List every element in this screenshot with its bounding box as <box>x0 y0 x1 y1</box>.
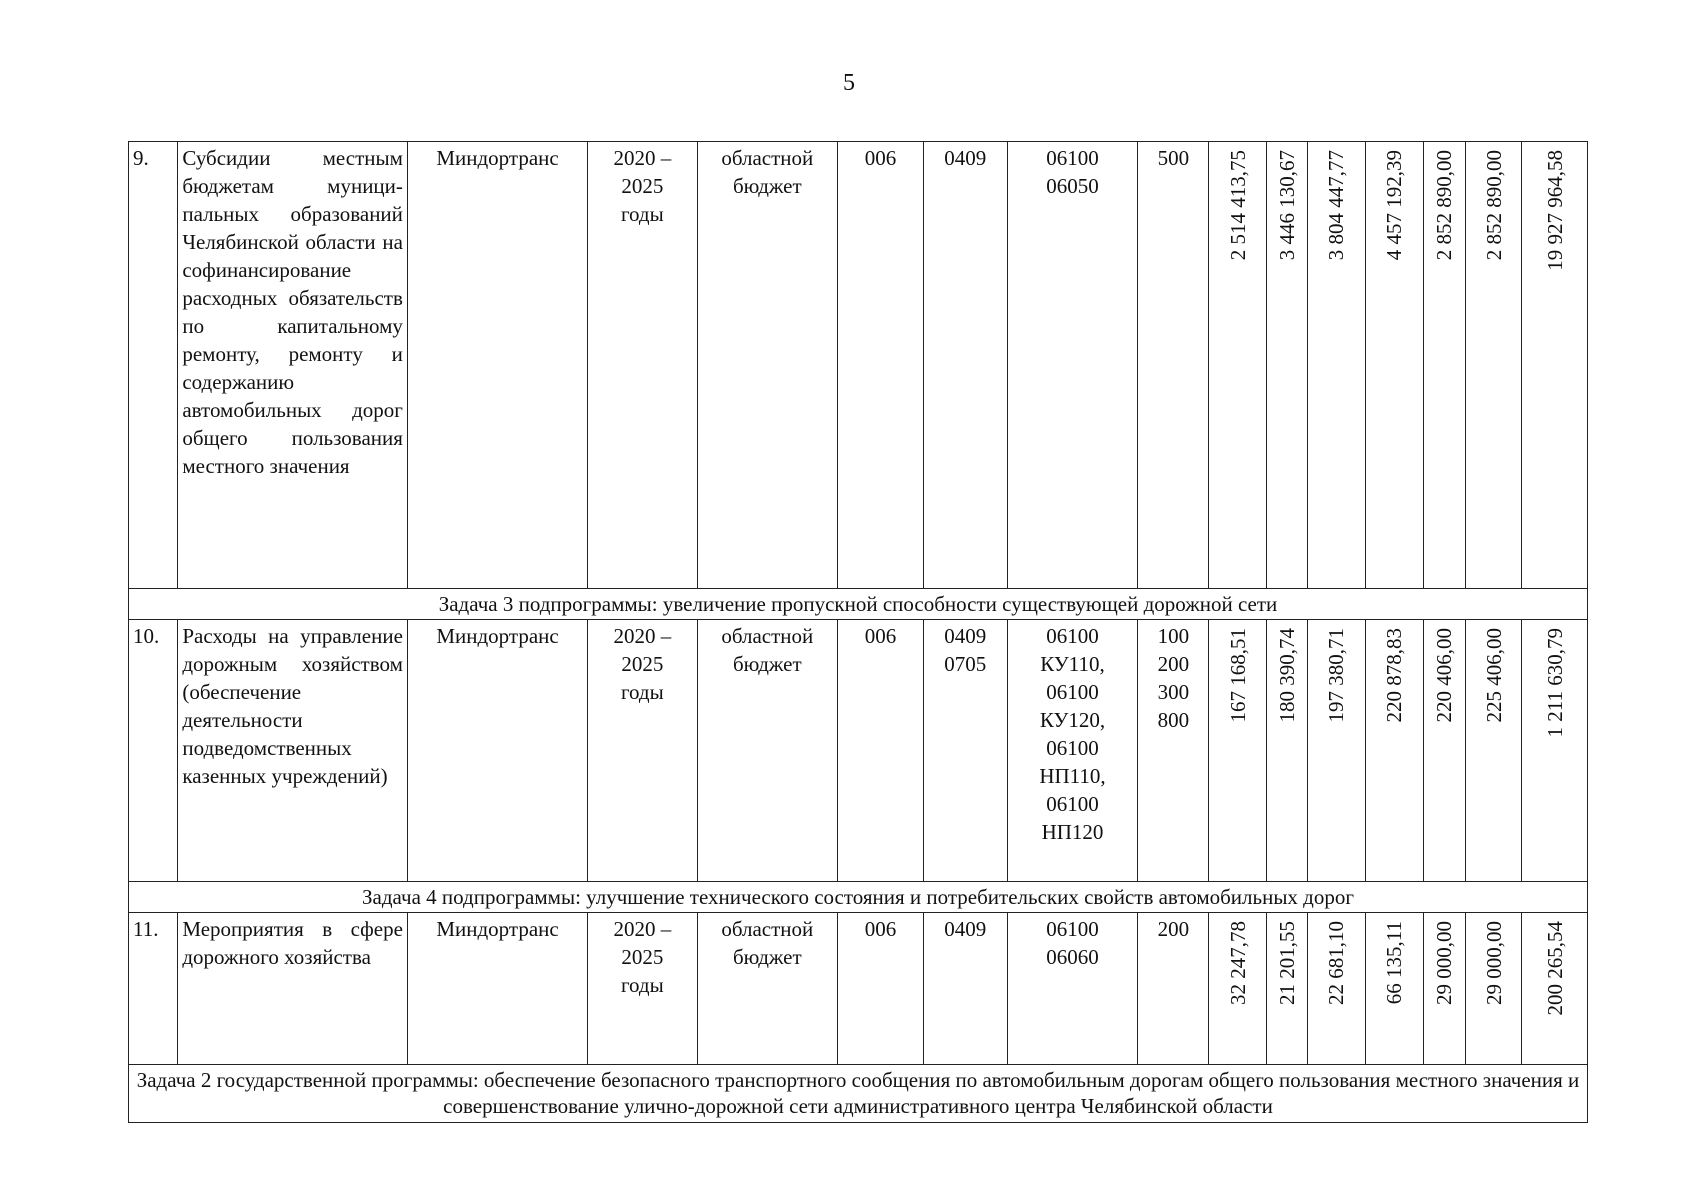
value-2025: 225 406,00 <box>1465 620 1522 882</box>
value-2022: 22 681,10 <box>1307 913 1365 1065</box>
expense-type-code: 200 <box>1138 913 1209 1065</box>
value-2020: 167 168,51 <box>1209 620 1267 882</box>
funding-source: областной бюджет <box>697 620 838 882</box>
funding-source: областной бюджет <box>697 913 838 1065</box>
period: 2020 – 2025 годы <box>588 620 697 882</box>
value-2020: 2 514 413,75 <box>1209 142 1267 589</box>
period: 2020 – 2025 годы <box>588 142 697 589</box>
task-2-gp-heading: Задача 2 государственной программы: обеспечение безопасного транспортного сообщения по автомобильным дорогам общего пользования местного значения и совершенствование улично-дорожной сети административного центра Челябинской области <box>129 1065 1588 1123</box>
section-code: 0409 0705 <box>923 620 1007 882</box>
target-article-code: 06100 КУ110, 06100 КУ120, 06100 НП110, 06100 НП120 <box>1007 620 1138 882</box>
value-2021: 180 390,74 <box>1267 620 1308 882</box>
task-row <box>129 1065 1588 1123</box>
funding-source: областной бюджет <box>697 142 838 589</box>
value-2021: 3 446 130,67 <box>1267 142 1308 589</box>
executor: Миндортранс <box>407 913 587 1065</box>
value-2021: 21 201,55 <box>1267 913 1308 1065</box>
value-total: 1 211 630,79 <box>1522 620 1588 882</box>
program-table <box>128 141 1588 1123</box>
value-2023: 66 135,11 <box>1365 913 1423 1065</box>
value-2024: 2 852 890,00 <box>1423 142 1465 589</box>
table-row <box>129 142 1588 589</box>
grbs-code: 006 <box>838 142 924 589</box>
value-2023: 4 457 192,39 <box>1365 142 1423 589</box>
task-4-heading: Задача 4 подпрограммы: улучшение технического состояния и потребительских свойств автомобильных дорог <box>129 882 1588 913</box>
grbs-code: 006 <box>838 913 924 1065</box>
grbs-code: 006 <box>838 620 924 882</box>
value-2024: 220 406,00 <box>1423 620 1465 882</box>
table-row <box>129 620 1588 882</box>
target-article-code: 06100 06060 <box>1007 913 1138 1065</box>
value-2020: 32 247,78 <box>1209 913 1267 1065</box>
section-code: 0409 <box>923 913 1007 1065</box>
section-code: 0409 <box>923 142 1007 589</box>
row-number: 9. <box>129 142 178 589</box>
page-number: 5 <box>843 70 855 96</box>
measure-name: Расходы на управление дорожным хозяйством (обеспечение деятельности подведомственных казенных учреждений) <box>178 620 408 882</box>
target-article-code: 06100 06050 <box>1007 142 1138 589</box>
expense-type-code: 500 <box>1138 142 1209 589</box>
task-row <box>129 882 1588 913</box>
executor: Миндортранс <box>407 142 587 589</box>
task-3-heading: Задача 3 подпрограммы: увеличение пропускной способности существующей дорожной сети <box>129 589 1588 620</box>
table-row <box>129 913 1588 1065</box>
value-2025: 2 852 890,00 <box>1465 142 1522 589</box>
value-2024: 29 000,00 <box>1423 913 1465 1065</box>
row-number: 10. <box>129 620 178 882</box>
value-2025: 29 000,00 <box>1465 913 1522 1065</box>
value-total: 19 927 964,58 <box>1522 142 1588 589</box>
value-2023: 220 878,83 <box>1365 620 1423 882</box>
task-row <box>129 589 1588 620</box>
value-2022: 3 804 447,77 <box>1307 142 1365 589</box>
measure-name: Субсидии местным бюджетам муници-пальных образований Челябинской области на софинансирование расходных обязательств по капитальному ремонту, ремонту и содержанию автомобильных дорог общего пользования местного значения <box>178 142 408 589</box>
row-number: 11. <box>129 913 178 1065</box>
value-total: 200 265,54 <box>1522 913 1588 1065</box>
expense-type-code: 100 200 300 800 <box>1138 620 1209 882</box>
measure-name: Мероприятия в сфере дорожного хозяйства <box>178 913 408 1065</box>
executor: Миндортранс <box>407 620 587 882</box>
period: 2020 – 2025 годы <box>588 913 697 1065</box>
value-2022: 197 380,71 <box>1307 620 1365 882</box>
